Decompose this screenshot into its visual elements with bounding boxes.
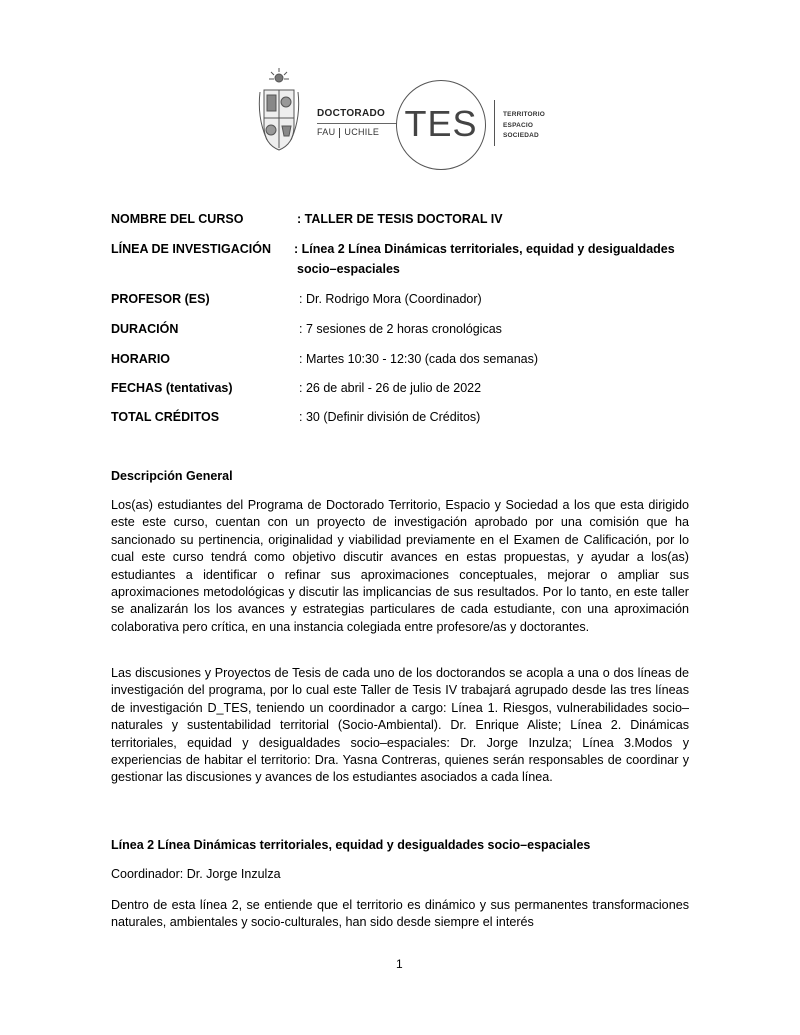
course-name-value: : TALLER DE TESIS DOCTORAL IV bbox=[297, 212, 503, 226]
duration-value: : 7 sesiones de 2 horas cronológicas bbox=[299, 322, 502, 336]
program-faculty bbox=[317, 127, 379, 138]
logo-vertical-bar bbox=[494, 100, 495, 146]
credits-label: TOTAL CRÉDITOS bbox=[111, 410, 220, 424]
professor-value: : Dr. Rodrigo Mora (Coordinador) bbox=[299, 292, 482, 306]
description-paragraph-1: Los(as) estudiantes del Programa de Doctorado Territorio, Espacio y Sociedad a los que esta dirigido este este curso, cuentan con un proyecto de investigación aprobado por una comisión que ha sancionado su pertinencia, originalidad y viabilidad previamente en el Examen de Calificación, por lo cual este curso tendrá como objetivo discutir avances en estas propuestas, y ayudar a los(as) estudiantes a identificar o refinar sus aproximaciones conceptuales, mejorar o ampliar sus aproximaciones metodológicas y discutir las implicancias de sus resultados. Por lo tanto, en este taller se analizarán los los avances y estrategias particulares de cada estudiante, con una aproximación colaborativa pero crítica, en una instancia colegiada entre profesore/as y doctorantes. bbox=[111, 498, 689, 634]
schedule-label: HORARIO bbox=[111, 352, 171, 366]
header-logo bbox=[255, 68, 555, 158]
tes-logo-circle bbox=[396, 80, 486, 170]
program-title: DOCTORADO bbox=[317, 108, 386, 119]
research-line-value-cont: socio–espaciales bbox=[297, 262, 400, 276]
course-name-label: NOMBRE DEL CURSO bbox=[111, 212, 244, 226]
duration-label: DURACIÓN bbox=[111, 322, 179, 336]
fau-label: FAU bbox=[317, 127, 336, 137]
research-line-value: : Línea 2 Línea Dinámicas territoriales, equidad y desigualdades bbox=[294, 242, 675, 256]
header-divider-line bbox=[317, 123, 397, 124]
schedule-value: : Martes 10:30 - 12:30 (cada dos semanas) bbox=[299, 352, 539, 366]
tes-word-espacio: ESPACIO bbox=[503, 121, 534, 129]
tes-word-sociedad: SOCIEDAD bbox=[503, 132, 539, 139]
research-line-label: LÍNEA DE INVESTIGACIÓN bbox=[111, 242, 271, 256]
page-number: 1 bbox=[396, 957, 403, 971]
line2-title: Línea 2 Línea Dinámicas territoriales, equidad y desigualdades socio–espaciales bbox=[111, 838, 591, 852]
university-crest-icon bbox=[255, 68, 303, 154]
program-name bbox=[317, 108, 385, 119]
description-title: Descripción General bbox=[111, 469, 233, 483]
professor-label: PROFESOR (ES) bbox=[111, 292, 210, 306]
line2-coordinator: Coordinador: Dr. Jorge Inzulza bbox=[111, 867, 281, 881]
tes-words bbox=[503, 110, 545, 142]
tes-logo-text: TES bbox=[404, 103, 478, 144]
dates-value: : 26 de abril - 26 de julio de 2022 bbox=[299, 381, 482, 395]
line2-paragraph-1: Dentro de esta línea 2, se entiende que el territorio es dinámico y sus permanentes transformaciones naturales, ambientales y socio-culturales, han sido desde siempre el interés bbox=[111, 898, 689, 930]
dates-label: FECHAS (tentativas) bbox=[111, 381, 233, 395]
tes-word-territorio: TERRITORIO bbox=[503, 111, 545, 118]
credits-value: : 30 (Definir división de Créditos) bbox=[299, 410, 481, 424]
uchile-label: UCHILE bbox=[344, 127, 380, 137]
description-paragraph-2: Las discusiones y Proyectos de Tesis de cada uno de los doctorandos se acopla a una o dos líneas de investigación del programa, por lo cual este Taller de Tesis IV trabajará agrupado desde las tres líneas de investigación D_TES, teniendo un coordinador a cargo: Línea 1. Riesgos, vulnerabilidades socio–naturales y sustentabilidad territorial (Socio-Ambiental). Dr. Enrique Aliste; Línea 2. Dinámicas territoriales, equidad y desigualdades socio–espaciales: Dr. Jorge Inzulza; Línea 3.Modos y experiencias de habitar el territorio: Dra. Yasna Contreras, quienes serán responsables de coordinar y gestionar las discusiones y avances de los estudiantes asociados a cada línea. bbox=[111, 666, 689, 785]
